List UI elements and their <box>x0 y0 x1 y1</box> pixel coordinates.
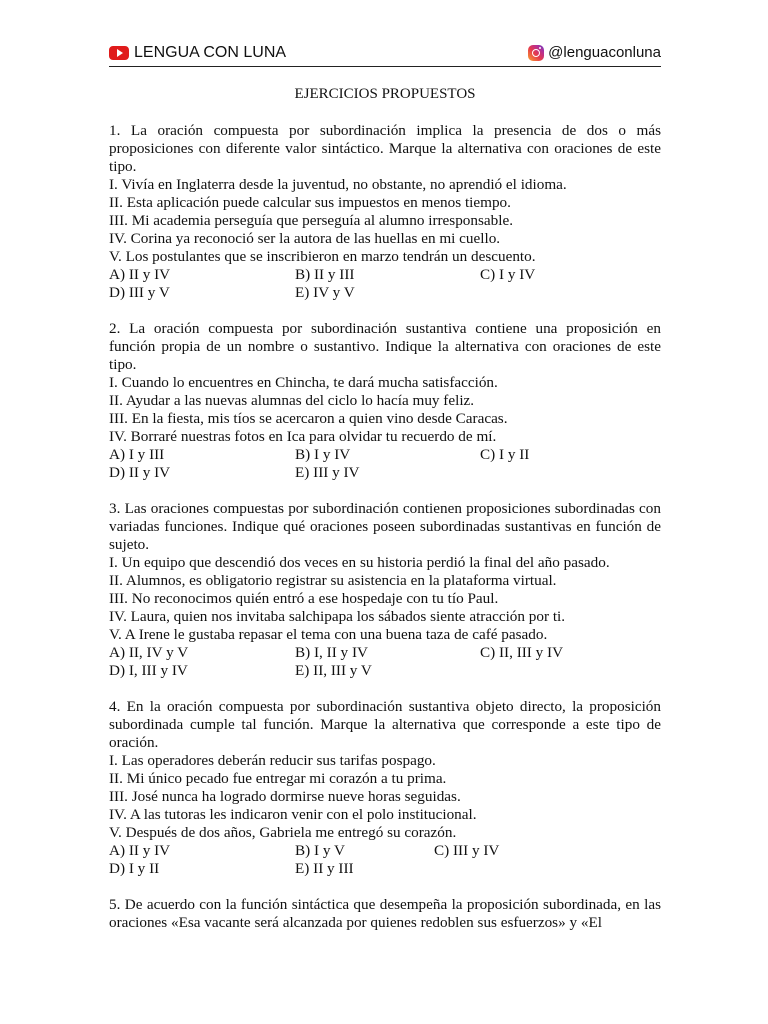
instagram-handle: @lenguaconluna <box>548 44 661 61</box>
option-c: C) I y IV <box>480 266 536 283</box>
statement: III. José nunca ha logrado dormirse nueve horas seguidas. <box>109 788 461 805</box>
question-4 <box>109 698 661 878</box>
page-header <box>109 44 661 66</box>
question-text: 1. La oración compuesta por subordinación implica la presencia de dos o más proposiciones con diferente valor sintáctico. Marque la alternativa con oraciones de este tipo. <box>109 122 661 175</box>
option-a: A) II, IV y V <box>109 644 189 661</box>
instagram-icon <box>528 45 544 61</box>
question-5 <box>109 896 661 932</box>
options-row <box>109 842 661 860</box>
option-e: E) IV y V <box>295 284 355 301</box>
question-1 <box>109 122 661 302</box>
option-e: E) III y IV <box>295 464 360 481</box>
exercise-list <box>109 122 661 950</box>
question-text: 2. La oración compuesta por subordinación sustantiva contiene una proposición en función propia de un nombre o sustantivo. Indique la alternativa con oraciones de este tipo. <box>109 320 661 373</box>
option-a: A) I y III <box>109 446 165 463</box>
options-row <box>109 860 661 878</box>
statement: IV. Borraré nuestras fotos en Ica para olvidar tu recuerdo de mí. <box>109 428 497 445</box>
option-b: B) I, II y IV <box>295 644 368 661</box>
statement: V. Los postulantes que se inscribieron en marzo tendrán un descuento. <box>109 248 536 265</box>
statement: IV. Laura, quien nos invitaba salchipapa los sábados siente atracción por ti. <box>109 608 566 625</box>
option-d: D) III y V <box>109 284 170 301</box>
statement: III. No reconocimos quién entró a ese hospedaje con tu tío Paul. <box>109 590 499 607</box>
statement: IV. Corina ya reconoció ser la autora de las huellas en mi cuello. <box>109 230 501 247</box>
statement: I. Un equipo que descendió dos veces en su historia perdió la final del año pasado. <box>109 554 610 571</box>
statement: II. Alumnos, es obligatorio registrar su asistencia en la plataforma virtual. <box>109 572 557 589</box>
question-text: 4. En la oración compuesta por subordinación sustantiva objeto directo, la proposición subordinada cumple tal función. Marque la alternativa que corresponde a este tipo de oración. <box>109 698 661 751</box>
option-d: D) I y II <box>109 860 160 877</box>
option-d: D) I, III y IV <box>109 662 188 679</box>
statement: III. Mi academia perseguía que perseguía al alumno irresponsable. <box>109 212 513 229</box>
statement: I. Las operadores deberán reducir sus tarifas pospago. <box>109 752 436 769</box>
statement: III. En la fiesta, mis tíos se acercaron a quien vino desde Caracas. <box>109 410 508 427</box>
options-row <box>109 284 661 302</box>
option-a: A) II y IV <box>109 266 171 283</box>
options-row <box>109 644 661 662</box>
question-text: 3. Las oraciones compuestas por subordinación contienen proposiciones subordinadas con variadas funciones. Indique qué oraciones poseen subordinadas sustantivas en función de sujeto. <box>109 500 661 553</box>
option-b: B) I y IV <box>295 446 351 463</box>
option-a: A) II y IV <box>109 842 171 859</box>
brand <box>109 44 286 62</box>
option-c: C) III y IV <box>434 842 500 859</box>
statement: I. Cuando lo encuentres en Chincha, te dará mucha satisfacción. <box>109 374 498 391</box>
statement: I. Vivía en Inglaterra desde la juventud, no obstante, no aprendió el idioma. <box>109 176 567 193</box>
option-c: C) II, III y IV <box>480 644 564 661</box>
options-row <box>109 464 661 482</box>
option-b: B) I y V <box>295 842 345 859</box>
question-text: 5. De acuerdo con la función sintáctica que desempeña la proposición subordinada, en las oraciones «Esa vacante será alcanzada por quienes redoblen sus esfuerzos» y «El <box>109 896 661 931</box>
statement: V. Después de dos años, Gabriela me entregó su corazón. <box>109 824 457 841</box>
options-row <box>109 266 661 284</box>
options-row <box>109 662 661 680</box>
page-title: EJERCICIOS PROPUESTOS <box>294 86 476 102</box>
option-e: E) II y III <box>295 860 354 877</box>
option-e: E) II, III y V <box>295 662 372 679</box>
statement: II. Mi único pecado fue entregar mi corazón a tu prima. <box>109 770 447 787</box>
statement: V. A Irene le gustaba repasar el tema con una buena taza de café pasado. <box>109 626 548 643</box>
header-divider <box>109 66 661 67</box>
question-2 <box>109 320 661 482</box>
social-handle <box>528 44 661 61</box>
option-b: B) II y III <box>295 266 355 283</box>
statement: II. Ayudar a las nuevas alumnas del ciclo lo hacía muy feliz. <box>109 392 475 409</box>
option-d: D) II y IV <box>109 464 171 481</box>
youtube-icon <box>109 46 129 60</box>
statement: IV. A las tutoras les indicaron venir con el polo institucional. <box>109 806 477 823</box>
statement: II. Esta aplicación puede calcular sus impuestos en menos tiempo. <box>109 194 511 211</box>
options-row <box>109 446 661 464</box>
brand-name: LENGUA CON LUNA <box>134 44 287 61</box>
question-3 <box>109 500 661 680</box>
option-c: C) I y II <box>480 446 530 463</box>
